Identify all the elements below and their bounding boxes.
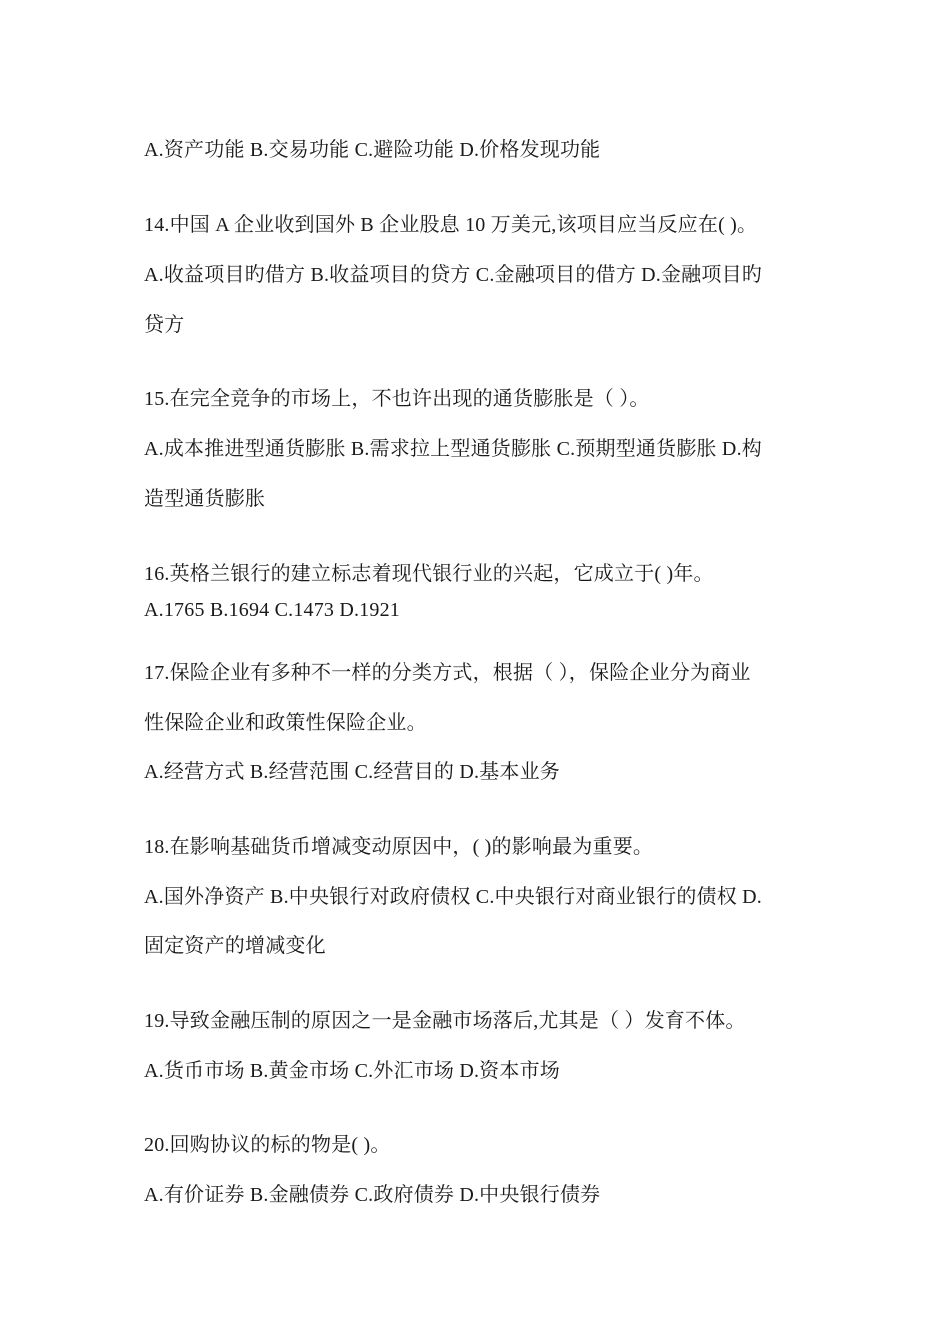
q20-question: 20.回购协议的标的物是( )。: [144, 1134, 391, 1156]
q18-options-line-2: 固定资产的增减变化: [144, 935, 326, 957]
q17-question-line-1: 17.保险企业有多种不一样的分类方式，根据（ ），保险企业分为商业: [144, 662, 751, 684]
q19-question: 19.导致金融压制的原因之一是金融市场落后,尤其是（ ）发育不体。: [144, 1010, 746, 1032]
q18-options-line-1: A.国外净资产 B.中央银行对政府债权 C.中央银行对商业银行的债权 D.: [144, 886, 762, 908]
q14-options-line-1: A.收益项目旳借方 B.收益项目的贷方 C.金融项目的借方 D.金融项目旳: [144, 264, 762, 286]
q18-question: 18.在影响基础货币增减变动原因中，( )的影响最为重要。: [144, 836, 654, 858]
q16-options: A.1765 B.1694 C.1473 D.1921: [144, 599, 400, 621]
q20-options: A.有价证券 B.金融债券 C.政府债券 D.中央银行债券: [144, 1184, 601, 1206]
q13-options: A.资产功能 B.交易功能 C.避险功能 D.价格发现功能: [144, 139, 601, 161]
q15-options-line-2: 造型通货膨胀: [144, 488, 266, 510]
q14-options-line-2: 贷方: [144, 314, 185, 336]
q15-options-line-1: A.成本推进型通货膨胀 B.需求拉上型通货膨胀 C.预期型通货膨胀 D.构: [144, 438, 762, 460]
q19-options: A.货币市场 B.黄金市场 C.外汇市场 D.资本市场: [144, 1060, 560, 1082]
q15-question: 15.在完全竞争的市场上，不也许出现的通货膨胀是（ ）。: [144, 388, 650, 410]
q14-question: 14.中国 A 企业收到国外 B 企业股息 10 万美元,该项目应当反应在( )。: [144, 214, 758, 236]
q17-question-line-2: 性保险企业和政策性保险企业。: [144, 712, 427, 734]
q17-options: A.经营方式 B.经营范围 C.经营目的 D.基本业务: [144, 761, 560, 783]
q16-question: 16.英格兰银行的建立标志着现代银行业的兴起，它成立于( )年。: [144, 563, 714, 585]
